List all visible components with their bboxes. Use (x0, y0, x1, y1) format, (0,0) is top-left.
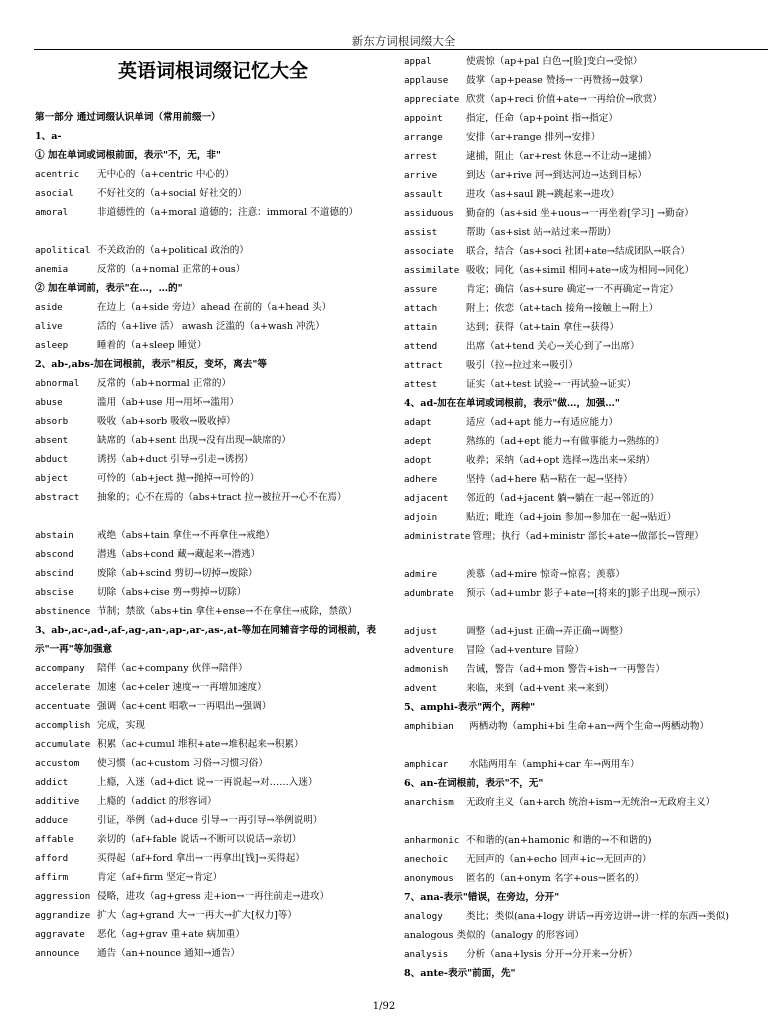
vocab-entry (35, 393, 391, 412)
vocab-entry (404, 242, 768, 261)
blank-line (404, 812, 768, 831)
vocab-entry (404, 375, 768, 394)
entry-word: addict (35, 777, 69, 788)
right-column (404, 52, 768, 983)
entry-definition: 达到；获得（at+tain 拿住→获得） (466, 322, 620, 333)
vocab-entry (35, 849, 391, 868)
entry-word: abscond (35, 549, 74, 560)
vocab-entry (404, 831, 768, 850)
entry-word: adjoin (404, 512, 438, 523)
entry-word: adjacent (404, 493, 449, 504)
entry-definition: 熟练的（ad+ept 能力→有做事能力→熟练的） (466, 436, 665, 447)
vocab-entry (404, 166, 768, 185)
entry-definition: 欣赏（ap+reci 价值+ate→一再给价→欣赏） (466, 94, 663, 105)
entry-definition: 切除（abs+cise 剪→剪掉→切除） (97, 587, 247, 598)
entry-word: abstract (35, 492, 80, 503)
entry-word: acentric (35, 169, 80, 180)
entry-word: aggrandize (35, 910, 91, 921)
entry-definition: 无回声的（an+echo 回声+ic→无回声的） (466, 854, 652, 865)
entry-definition: 亲切的（af+fable 说话→不断可以说话→亲切） (97, 834, 302, 845)
entry-definition: 诱拐（ab+duct 引导→引走→诱拐） (97, 454, 254, 465)
header-rule (34, 49, 768, 50)
entry-word: adjust (404, 626, 438, 637)
entry-word: amphicar (404, 759, 449, 770)
entry-word: abstain (35, 530, 74, 541)
entry-word: abscise (35, 587, 74, 598)
vocab-entry (404, 508, 768, 527)
vocab-entry (35, 906, 391, 925)
vocab-entry (35, 545, 391, 564)
entry-word: announce (35, 948, 80, 959)
entry-definition: 缺席的（ab+sent 出现→没有出现→缺席的） (97, 435, 291, 446)
section-heading: 1、a- (35, 131, 62, 142)
entry-definition: 侵略，进攻（ag+gress 走+ion→一再往前走→进攻） (97, 891, 330, 902)
blank-line (404, 736, 768, 755)
entry-definition: 吸引（拉→拉过来→吸引） (466, 360, 579, 371)
entry-definition: 加速（ac+celer 速度→一再增加速度） (97, 682, 267, 693)
entry-word: anemia (35, 264, 69, 275)
vocab-entry (35, 602, 391, 621)
vocab-entry (35, 165, 391, 184)
entry-definition: 邻近的（ad+jacent 躺→躺在一起→邻近的） (466, 493, 660, 504)
entry-definition: 睡着的（a+sleep 睡觉） (97, 340, 207, 351)
vocab-entry (35, 716, 391, 735)
vocab-entry (404, 280, 768, 299)
entry-word: associate (404, 246, 454, 257)
vocab-entry (404, 223, 768, 242)
vocab-entry (404, 470, 768, 489)
entry-word: adhere (404, 474, 438, 485)
entry-word: anarchism (404, 797, 454, 808)
entry-word: administrate (404, 531, 471, 542)
entry-word: adumbrate (404, 588, 454, 599)
vocab-entry (404, 527, 768, 546)
entry-word: arrive (404, 170, 438, 181)
entry-definition: 指定，任命（ap+point 指→指定） (466, 113, 618, 124)
vocab-entry (35, 583, 391, 602)
entry-definition: 戒绝（abs+tain 拿住→不再拿住→戒绝） (97, 530, 275, 541)
blank-line (35, 222, 391, 241)
entry-definition: 预示（ad+umbr 影子+ate→[将来的]影子出现→预示） (466, 588, 706, 599)
entry-definition: 两栖动物（amphi+bi 生命+an→两个生命→两栖动物） (466, 721, 710, 732)
vocab-entry (35, 811, 391, 830)
entry-definition: 进攻（as+saul 跳→跳起来→进攻） (466, 189, 620, 200)
entry-definition: 水陆两用车（amphi+car 车→两用车） (466, 759, 640, 770)
entry-definition: 积累（ac+cumul 堆积+ate→堆积起来→积累） (97, 739, 304, 750)
entry-word: accentuate (35, 701, 91, 712)
vocab-entry (404, 71, 768, 90)
entry-definition: 调整（ad+just 正确→弄正确→调整） (466, 626, 629, 637)
running-header: 新东方词根词缀大全 (351, 34, 456, 48)
entry-word: appal (404, 56, 432, 67)
entry-definition: 分析（ana+lysis 分开→分开来→分析） (466, 949, 638, 960)
entry-word: assist (404, 227, 438, 238)
vocab-entry (404, 565, 768, 584)
entry-word: assimilate (404, 265, 460, 276)
entry-definition: 附上；依恋（at+tach 接角→接触上→附上） (466, 303, 659, 314)
vocab-entry (404, 869, 768, 888)
section-heading: 4、ad-加在在单词或词根前，表示"做…，加强…" (404, 398, 620, 409)
vocab-entry (35, 526, 391, 545)
entry-word: attach (404, 303, 438, 314)
entry-definition: 废除（ab+scind 剪切→切掉→废除） (97, 568, 258, 579)
entry-definition: 适应（ad+apt 能力→有适应能力） (466, 417, 619, 428)
vocab-entry (35, 431, 391, 450)
vocab-entry (35, 336, 391, 355)
vocab-entry (35, 260, 391, 279)
entry-definition: 告诫，警告（ad+mon 警告+ish→一再警告） (466, 664, 665, 675)
entry-word: abuse (35, 397, 63, 408)
entry-definition: 逮捕，阻止（ar+rest 休息→不让动→逮捕） (466, 151, 657, 162)
entry-word: attend (404, 341, 438, 352)
entry-word: assiduous (404, 208, 454, 219)
vocab-entry (404, 147, 768, 166)
entry-word: applause (404, 75, 449, 86)
blank-line (35, 507, 391, 526)
entry-definition: 管理；执行（ad+ministr 部长+ate→做部长→管理） (472, 531, 704, 542)
entry-definition: 到达（ar+rive 河→到达河边→达到目标） (466, 170, 647, 181)
entry-word: abscind (35, 568, 74, 579)
entry-word: accelerate (35, 682, 91, 693)
vocab-entry (35, 241, 391, 260)
entry-word: abstinence (35, 606, 91, 617)
vocab-entry (35, 944, 391, 963)
entry-definition: 肯定；确信（as+sure 确定→一不再确定→肯定） (466, 284, 679, 295)
vocab-entry (404, 356, 768, 375)
entry-definition: 可怜的（ab+ject 抛→抛掉→可怜的） (97, 473, 260, 484)
entry-definition: 冒险（ad+venture 冒险） (466, 645, 585, 656)
entry-definition: 活的（a+live 活） awash 泛滥的（a+wash 冲洗） (97, 321, 325, 332)
entry-definition: 吸收（ab+sorb 吸收→吸收掉） (97, 416, 236, 427)
vocab-entry (404, 793, 768, 812)
entry-word: appreciate (404, 94, 460, 105)
section-heading: 7、ana-表示"错误，在旁边，分开" (404, 892, 560, 903)
entry-definition: 安排（ar+range 排列→安排） (466, 132, 601, 143)
entry-word: asleep (35, 340, 69, 351)
vocab-entry (35, 925, 391, 944)
vocab-entry (404, 185, 768, 204)
vocab-entry (35, 659, 391, 678)
entry-word: arrest (404, 151, 438, 162)
entry-word: affirm (35, 872, 69, 883)
entry-word: adapt (404, 417, 432, 428)
section-heading: 第一部分 通过词缀认识单词（常用前缀一） (35, 112, 221, 123)
entry-definition: 上瘾的（addict 的形容词） (97, 796, 217, 807)
entry-word: anonymous (404, 873, 454, 884)
vocab-entry (35, 735, 391, 754)
vocab-entry (35, 374, 391, 393)
entry-word: advent (404, 683, 438, 694)
entry-word: attain (404, 322, 438, 333)
vocab-entry (404, 90, 768, 109)
entry-word: anharmonic (404, 835, 460, 846)
vocab-entry (35, 184, 391, 203)
entry-word: admire (404, 569, 438, 580)
entry-word: afford (35, 853, 69, 864)
entry-definition: 抽象的；心不在焉的（abs+tract 拉→被拉开→心不在焉） (97, 492, 347, 503)
entry-word: anechoic (404, 854, 449, 865)
entry-definition: 无政府主义（an+arch 统治+ism→无统治→无政府主义） (466, 797, 716, 808)
entry-definition: 出席（at+tend 关心→关心到了→出席） (466, 341, 640, 352)
entry-word: aside (35, 302, 63, 313)
vocab-entry (404, 451, 768, 470)
entry-word: affable (35, 834, 74, 845)
vocab-entry (35, 697, 391, 716)
entry-word: adopt (404, 455, 432, 466)
entry-word: assure (404, 284, 438, 295)
entry-word: amphibian (404, 721, 454, 732)
section-heading: 8、ante-表示"前面，先" (404, 968, 516, 979)
vocab-entry (404, 717, 768, 736)
entry-word: absent (35, 435, 69, 446)
entry-definition: 贴近；毗连（ad+join 参加→参加在一起→贴近） (466, 512, 677, 523)
entry-definition: 滥用（ab+use 用→用坏→滥用） (97, 397, 240, 408)
entry-word: assault (404, 189, 443, 200)
vocab-entry (404, 641, 768, 660)
entry-definition: 类比；类似(ana+logy 讲话→再旁边讲→讲一样的东西→类似) analogous 类似的（analogy 的形容词） (404, 911, 729, 941)
entry-word: additive (35, 796, 80, 807)
entry-word: admonish (404, 664, 449, 675)
vocab-entry (35, 203, 391, 222)
entry-definition: 陪伴（ac+company 伙伴→陪伴） (97, 663, 248, 674)
entry-word: amoral (35, 207, 69, 218)
vocab-entry (35, 564, 391, 583)
entry-definition: 肯定（af+firm 坚定→肯定） (97, 872, 223, 883)
page-number: 1/92 (372, 1001, 396, 1012)
vocab-entry (35, 412, 391, 431)
entry-word: aggression (35, 891, 91, 902)
vocab-entry (404, 679, 768, 698)
entry-definition: 证实（at+test 试验→一再试验→证实） (466, 379, 637, 390)
vocab-entry (404, 945, 768, 964)
entry-definition: 吸收；同化（as+simil 相同+ate→成为相同→同化） (466, 265, 695, 276)
entry-definition: 上瘾，入迷（ad+dict 说→一再说起→对……入迷） (97, 777, 318, 788)
entry-definition: 节制；禁欲（abs+tin 拿住+ense→不在拿住→戒除，禁欲） (97, 606, 358, 617)
entry-definition: 非道德性的（a+moral 道德的；注意：immoral 不道德的） (97, 207, 359, 218)
entry-word: adept (404, 436, 432, 447)
entry-definition: 在边上（a+side 旁边）ahead 在前的（a+head 头） (97, 302, 332, 313)
entry-definition: 恶化（ag+grav 重+ate 病加重） (97, 929, 245, 940)
vocab-entry (35, 773, 391, 792)
vocab-entry (404, 413, 768, 432)
entry-definition: 不关政治的（a+political 政治的） (97, 245, 249, 256)
entry-word: adventure (404, 645, 454, 656)
entry-word: alive (35, 321, 63, 332)
entry-definition: 鼓掌（ap+pease 赞扬→一再赞扬→鼓掌） (466, 75, 649, 86)
vocab-entry (404, 660, 768, 679)
entry-word: accompany (35, 663, 85, 674)
entry-definition: 收养；采纳（ad+opt 选择→选出来→采纳） (466, 455, 656, 466)
entry-definition: 买得起（af+ford 拿出→一再拿出[钱]→买得起） (97, 853, 305, 864)
entry-word: analysis (404, 949, 449, 960)
entry-word: abject (35, 473, 69, 484)
entry-definition: 引证，举例（ad+duce 引导→一再引导→举例说明） (97, 815, 323, 826)
entry-word: accumulate (35, 739, 91, 750)
vocab-entry (404, 318, 768, 337)
vocab-entry (35, 754, 391, 773)
vocab-entry (404, 432, 768, 451)
entry-word: adduce (35, 815, 69, 826)
entry-definition: 匿名的（an+onym 名字+ous→匿名的） (466, 873, 645, 884)
entry-definition: 使习惯（ac+custom 习俗→习惯习俗） (97, 758, 268, 769)
entry-word: apolitical (35, 245, 91, 256)
entry-word: abduct (35, 454, 69, 465)
entry-definition: 不和谐的(an+hamonic 和谐的→不和谐的) (466, 835, 652, 846)
vocab-entry (404, 584, 768, 603)
vocab-entry (35, 678, 391, 697)
vocab-entry (404, 299, 768, 318)
vocab-entry (35, 792, 391, 811)
vocab-entry (35, 830, 391, 849)
document-title: 英语词根词缀记忆大全 (117, 60, 308, 82)
entry-word: asocial (35, 188, 74, 199)
entry-word: appoint (404, 113, 443, 124)
vocab-entry (404, 109, 768, 128)
section-heading: ② 加在单词前，表示"在…，…的" (35, 283, 183, 294)
vocab-entry (404, 622, 768, 641)
section-heading: 5、amphi-表示"两个，两种" (404, 702, 536, 713)
vocab-entry (35, 868, 391, 887)
vocab-entry (35, 317, 391, 336)
blank-line (404, 603, 768, 622)
vocab-entry (404, 907, 768, 945)
entry-word: aggravate (35, 929, 85, 940)
vocab-entry (35, 450, 391, 469)
entry-word: accomplish (35, 720, 91, 731)
blank-line (404, 546, 768, 565)
entry-definition: 无中心的（a+centric 中心的） (97, 169, 235, 180)
vocab-entry (404, 337, 768, 356)
section-heading: 6、an-在词根前，表示"不，无" (404, 778, 544, 789)
entry-definition: 帮助（as+sist 站→站过来→帮助） (466, 227, 617, 238)
entry-definition: 通告（an+nounce 通知→通告） (97, 948, 241, 959)
vocab-entry (35, 298, 391, 317)
vocab-entry (404, 261, 768, 280)
entry-definition: 潜逃（abs+cond 藏→藏起来→潜逃） (97, 549, 261, 560)
left-column (35, 52, 391, 963)
entry-definition: 反常的（ab+normal 正常的） (97, 378, 232, 389)
entry-definition: 反常的（a+nomal 正常的+ous） (97, 264, 246, 275)
entry-definition: 勤奋的（as+sid 坐+uous→一再坐着[学习] →勤奋） (466, 208, 694, 219)
entry-word: arrange (404, 132, 443, 143)
entry-word: attract (404, 360, 443, 371)
entry-definition: 来临，来到（ad+vent 来→来到） (466, 683, 615, 694)
vocab-entry (404, 52, 768, 71)
entry-word: absorb (35, 416, 69, 427)
entry-definition: 扩大（ag+grand 大→一再大→扩大[权力]等） (97, 910, 297, 921)
vocab-entry (404, 755, 768, 774)
vocab-entry (404, 489, 768, 508)
entry-definition: 不好社交的（a+social 好社交的） (97, 188, 248, 199)
entry-definition: 强调（ac+cent 唱歌→一再唱出→强调） (97, 701, 272, 712)
vocab-entry (404, 204, 768, 223)
entry-definition: 坚持（ad+here 粘→粘在一起→坚持） (466, 474, 633, 485)
vocab-entry (35, 887, 391, 906)
entry-word: analogy (404, 911, 443, 922)
section-heading: 3、ab-,ac-,ad-,af-,ag-,an-,ap-,ar-,as-,at-等加在同辅音字母的词根前，表示"一再"等加强意 (35, 625, 376, 655)
vocab-entry (35, 469, 391, 488)
entry-definition: 使震惊（ap+pal 白色→[脸]变白→受惊） (466, 56, 643, 67)
section-heading: ① 加在单词或词根前面，表示"不，无，非" (35, 150, 222, 161)
entry-word: abnormal (35, 378, 80, 389)
entry-definition: 羡慕（ad+mire 惊奇→惊喜；羡慕） (466, 569, 625, 580)
entry-word: accustom (35, 758, 80, 769)
vocab-entry (404, 850, 768, 869)
section-heading: 2、ab-,abs-加在词根前，表示"相反，变坏，离去"等 (35, 359, 267, 370)
entry-word: attest (404, 379, 438, 390)
entry-definition: 联合，结合（as+soci 社团+ate→结成团队→联合） (466, 246, 691, 257)
vocab-entry (404, 128, 768, 147)
entry-definition: 完成，实现 (97, 720, 145, 731)
vocab-entry (35, 488, 391, 507)
spacer (35, 90, 391, 108)
